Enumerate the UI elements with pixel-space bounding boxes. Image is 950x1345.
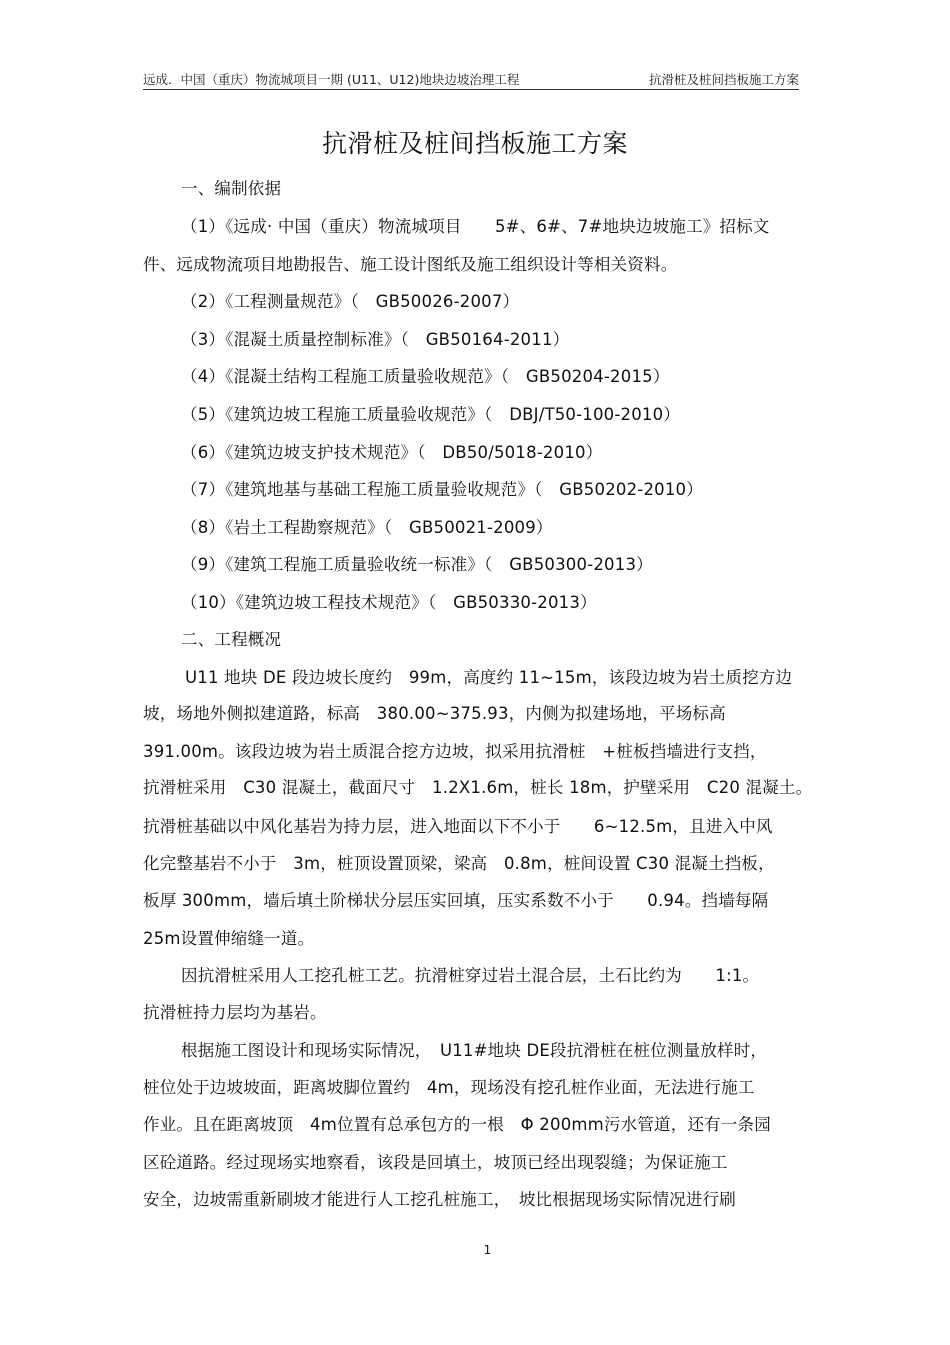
document-title: 抗滑桩及桩间挡板施工方案: [321, 129, 628, 158]
section-heading-overview: 二、工程概况: [181, 630, 282, 649]
body-line: 化完整基岩不小于 3m，桩顶设置顶梁，梁高 0.8m，桩间设置 C30 混凝土挡板，: [143, 854, 775, 873]
body-line: （1）《远成· 中国（重庆）物流城项目 5#、6#、7#地块边坡施工》招标文: [181, 217, 770, 236]
body-line: 区砼道路。经过现场实地察看，该段是回填土，坡顶已经出现裂缝；为保证施工: [143, 1153, 728, 1172]
reference-item: （9）《建筑工程施工质量验收统一标准》（ GB50300-2013）: [181, 555, 653, 574]
body-line: 桩位处于边坡坡面，距离坡脚位置约 4m，现场没有挖孔桩作业面，无法进行施工: [143, 1078, 755, 1097]
body-line: 安全，边坡需重新刷坡才能进行人工挖孔桩施工， 坡比根据现场实际情况进行刷: [143, 1190, 736, 1209]
page-number: 1: [483, 1243, 492, 1257]
reference-item: （8）《岩土工程勘察规范》（ GB50021-2009）: [181, 518, 553, 537]
reference-item: （2）《工程测量规范》（ GB50026-2007）: [181, 292, 520, 311]
body-line: 板厚 300mm，墙后填土阶梯状分层压实回填，压实系数不小于 0.94。挡墙每隔: [143, 891, 769, 910]
page-header: [143, 68, 799, 90]
body-line: 抗滑桩基础以中风化基岩为持力层，进入地面以下不小于 6~12.5m，且进入中风: [143, 817, 773, 836]
reference-item: （3）《混凝土质量控制标准》（ GB50164-2011）: [181, 330, 570, 349]
reference-item: （7）《建筑地基与基础工程施工质量验收规范》（ GB50202-2010）: [181, 480, 703, 499]
reference-item: （10）《建筑边坡工程技术规范》（ GB50330-2013）: [181, 593, 597, 612]
body-line: 391.00m。该段边坡为岩土质混合挖方边坡，拟采用抗滑桩 +桩板挡墙进行支挡，: [143, 742, 767, 761]
body-line: 根据施工图设计和现场实际情况， U11#地块 DE段抗滑桩在桩位测量放样时，: [181, 1041, 768, 1060]
body-line: 因抗滑桩采用人工挖孔桩工艺。抗滑桩穿过岩土混合层，土石比约为 1:1。: [181, 966, 760, 985]
body-line: 抗滑桩采用 C30 混凝土，截面尺寸 1.2X1.6m，桩长 18m，护壁采用 C20 混凝土。: [143, 778, 813, 797]
body-line: 作业。且在距离坡顶 4m位置有总承包方的一根 Φ 200mm污水管道，还有一条园: [143, 1115, 771, 1134]
reference-item: （4）《混凝土结构工程施工质量验收规范》（ GB50204-2015）: [181, 367, 670, 386]
body-line: 抗滑桩持力层均为基岩。: [143, 1003, 327, 1022]
reference-item: （5）《建筑边坡工程施工质量验收规范》（ DBJ/T50-100-2010）: [181, 405, 681, 424]
body-line: 坡，场地外侧拟建道路，标高 380.00~375.93，内侧为拟建场地，平场标高: [143, 704, 726, 723]
body-line: 25m设置伸缩缝一道。: [143, 929, 315, 948]
reference-item: （6）《建筑边坡支护技术规范》（ DB50/5018-2010）: [181, 443, 603, 462]
body-line: 件、远成物流项目地勘报告、施工设计图纸及施工组织设计等相关资料。: [143, 255, 678, 274]
header-project-title: 远成．中国（重庆）物流城项目一期 (U11、U12)地块边坡治理工程: [143, 72, 520, 87]
section-heading-basis: 一、编制依据: [181, 179, 282, 198]
header-document-title: 抗滑桩及桩间挡板施工方案: [648, 72, 799, 87]
body-line: U11 地块 DE 段边坡长度约 99m，高度约 11~15m，该段边坡为岩土质挖方边: [185, 668, 793, 687]
